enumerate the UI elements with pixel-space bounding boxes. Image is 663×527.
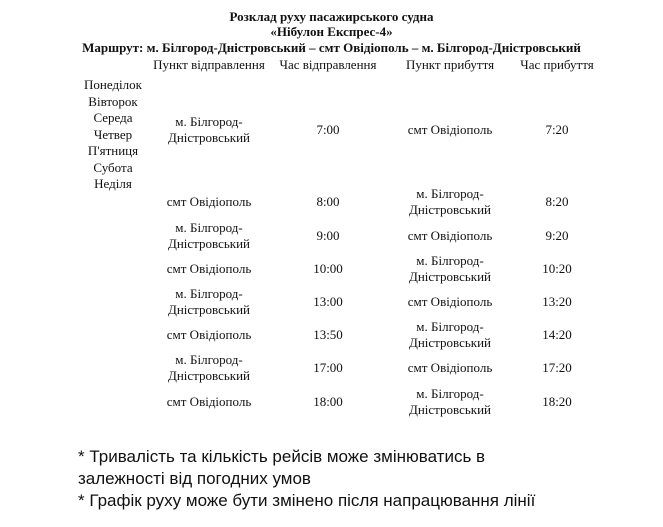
header-arrival-time: Час прибуття: [520, 57, 594, 72]
day-label: Середа: [93, 110, 133, 125]
day-label: Четвер: [93, 126, 133, 142]
vessel-name: «Нібулон Експрес-4»: [270, 24, 393, 39]
day-label: Понеділок: [84, 77, 142, 92]
note-line: * Графік руху може бути змінено після напрацювання лінії: [78, 491, 536, 510]
departure-point-cell: смт Овідіополь: [166, 393, 252, 409]
arrival-time-cell: 13:20: [542, 293, 572, 309]
departure-time-cell: 17:00: [313, 359, 343, 375]
table-row: [0, 284, 663, 320]
table-row: [0, 317, 663, 353]
schedule-notes: [78, 446, 658, 512]
arrival-point-cell: м. Білгород- Дністровський: [408, 185, 492, 217]
departure-point-cell: смт Овідіополь: [166, 260, 252, 276]
arrival-point-cell: м. Білгород- Дністровський: [408, 385, 492, 417]
arrival-point-cell: м. Білгород- Дністровський: [408, 252, 492, 284]
departure-time-cell: 10:00: [313, 260, 343, 276]
arrival-time-cell: 9:20: [545, 227, 569, 243]
arrival-point-cell: смт Овідіополь: [407, 293, 493, 309]
table-row: [0, 384, 663, 420]
departure-point-cell: смт Овідіополь: [166, 326, 252, 342]
arrival-point-cell: смт Овідіополь: [407, 121, 493, 137]
table-row: [0, 110, 663, 150]
table-row: [0, 218, 663, 254]
arrival-point-cell: смт Овідіополь: [407, 359, 493, 375]
arrival-point-cell: смт Овідіополь: [407, 227, 493, 243]
departure-time-cell: 9:00: [316, 227, 340, 243]
arrival-time-cell: 8:20: [545, 193, 569, 209]
departure-time-cell: 7:00: [316, 121, 340, 137]
day-label: Вівторок: [88, 93, 138, 109]
departure-point-cell: м. Білгород- Дністровський: [167, 219, 251, 251]
schedule-title: Розклад руху пасажирського судна: [229, 9, 434, 24]
note-line: * Тривалість та кількість рейсів може змінюватись в: [78, 447, 486, 466]
note-line: залежності від погодних умов: [78, 469, 311, 488]
day-label: Субота: [93, 159, 133, 175]
arrival-point-cell: м. Білгород- Дністровський: [408, 318, 492, 350]
table-row: [0, 350, 663, 386]
departure-point-cell: м. Білгород- Дністровський: [167, 285, 251, 317]
arrival-time-cell: 18:20: [542, 393, 572, 409]
departure-time-cell: 13:00: [313, 293, 343, 309]
header-departure-time: Час відправлення: [279, 57, 377, 72]
arrival-time-cell: 10:20: [542, 260, 572, 276]
arrival-time-cell: 14:20: [542, 326, 572, 342]
departure-point-cell: смт Овідіополь: [166, 193, 252, 209]
header-arrival-point: Пункт прибуття: [405, 57, 495, 72]
arrival-time-cell: 7:20: [545, 121, 569, 137]
route-line: Маршрут: м. Білгород-Дністровський – смт Овідіополь – м. Білгород-Дністровський: [82, 40, 581, 55]
table-row: [0, 251, 663, 287]
departure-point-cell: м. Білгород- Дністровський: [167, 113, 251, 145]
arrival-time-cell: 17:20: [542, 359, 572, 375]
departure-point-cell: м. Білгород- Дністровський: [167, 351, 251, 383]
departure-time-cell: 8:00: [316, 193, 340, 209]
header-departure-point: Пункт відправлення: [153, 57, 265, 72]
day-label: Неділя: [94, 176, 132, 191]
day-label: П'ятниця: [87, 143, 139, 158]
departure-time-cell: 13:50: [313, 326, 343, 342]
table-row: [0, 184, 663, 220]
departure-time-cell: 18:00: [313, 393, 343, 409]
